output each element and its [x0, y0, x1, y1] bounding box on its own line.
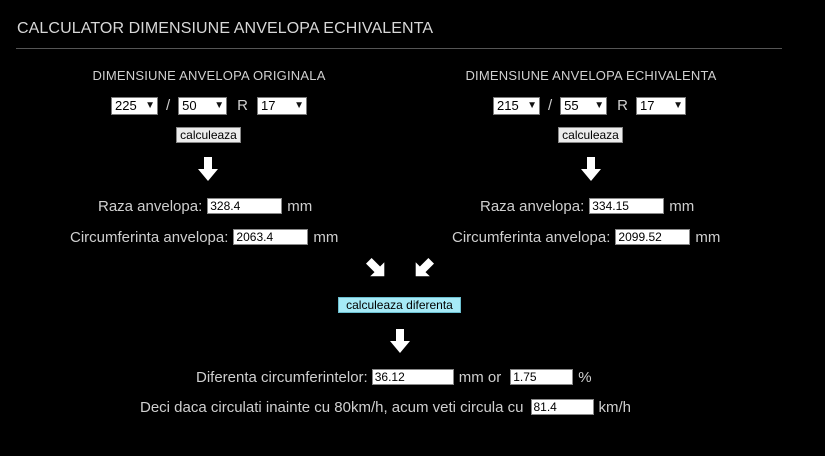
- difference-mm-field[interactable]: 36.12: [372, 369, 454, 385]
- original-width-select[interactable]: [111, 97, 158, 115]
- original-raza-unit: mm: [287, 197, 313, 215]
- chevron-down-icon: ▼: [594, 100, 605, 111]
- equivalent-calculate-button[interactable]: calculeaza: [558, 127, 623, 143]
- original-circ-row: [70, 228, 338, 246]
- difference-percent-unit: %: [578, 368, 592, 386]
- chevron-down-icon: ▼: [673, 100, 684, 111]
- original-calculate-button[interactable]: calculeaza: [176, 127, 241, 143]
- chevron-down-icon: ▼: [145, 100, 155, 111]
- equivalent-profile-select[interactable]: [560, 97, 607, 115]
- difference-percent-field[interactable]: 1.75: [510, 369, 573, 385]
- arrow-down-icon: [198, 157, 218, 181]
- speed-field[interactable]: 81.4: [531, 399, 594, 415]
- speed-unit: km/h: [598, 398, 632, 416]
- arrow-down-icon: [390, 329, 410, 353]
- page-title: CALCULATOR DIMENSIUNE ANVELOPA ECHIVALENTA: [17, 20, 434, 37]
- equivalent-raza-unit: mm: [669, 197, 695, 215]
- speed-row: [140, 398, 631, 416]
- equivalent-circ-row: [452, 228, 720, 246]
- r-label: R: [617, 97, 629, 114]
- original-raza-label: Raza anvelopa:: [98, 197, 203, 215]
- equivalent-size-row: [493, 96, 686, 115]
- slash-separator: /: [548, 97, 553, 114]
- equivalent-circ-unit: mm: [695, 228, 721, 246]
- original-size-row: [111, 96, 307, 115]
- equivalent-width-value: 215: [497, 98, 519, 113]
- equivalent-circ-field[interactable]: 2099.52: [615, 229, 690, 245]
- equivalent-circ-label: Circumferinta anvelopa:: [452, 228, 611, 246]
- original-width-value: 225: [115, 98, 137, 113]
- original-rim-select[interactable]: [257, 97, 307, 115]
- chevron-down-icon: ▼: [214, 100, 225, 111]
- arrow-down-icon: [581, 157, 601, 181]
- equivalent-width-select[interactable]: [493, 97, 540, 115]
- difference-mm-unit: mm or: [458, 368, 502, 386]
- original-rim-value: 17: [261, 98, 276, 113]
- original-circ-label: Circumferinta anvelopa:: [70, 228, 229, 246]
- equivalent-raza-field[interactable]: 334.15: [589, 198, 664, 214]
- speed-label: Deci daca circulati inainte cu 80km/h, acum veti circula cu: [140, 398, 524, 416]
- arrow-down-left-icon: [410, 258, 434, 282]
- equivalent-raza-label: Raza anvelopa:: [480, 197, 585, 215]
- equivalent-profile-value: 55: [564, 98, 579, 113]
- original-profile-value: 50: [182, 98, 197, 113]
- chevron-down-icon: ▼: [527, 100, 537, 111]
- title-divider: [16, 48, 782, 49]
- arrow-down-right-icon: [366, 258, 390, 282]
- original-circ-unit: mm: [313, 228, 339, 246]
- original-raza-row: [98, 197, 312, 215]
- equivalent-heading: DIMENSIUNE ANVELOPA ECHIVALENTA: [465, 68, 717, 83]
- original-circ-field[interactable]: 2063.4: [233, 229, 308, 245]
- equivalent-rim-select[interactable]: [636, 97, 686, 115]
- original-heading: DIMENSIUNE ANVELOPA ORIGINALA: [92, 68, 326, 83]
- difference-label: Diferenta circumferintelor:: [196, 368, 368, 386]
- calculate-difference-button[interactable]: calculeaza diferenta: [338, 297, 461, 313]
- r-label: R: [237, 97, 249, 114]
- original-raza-field[interactable]: 328.4: [207, 198, 282, 214]
- chevron-down-icon: ▼: [294, 100, 305, 111]
- equivalent-rim-value: 17: [640, 98, 655, 113]
- equivalent-raza-row: [480, 197, 694, 215]
- difference-row: [196, 368, 592, 386]
- original-profile-select[interactable]: [178, 97, 227, 115]
- slash-separator: /: [166, 97, 171, 114]
